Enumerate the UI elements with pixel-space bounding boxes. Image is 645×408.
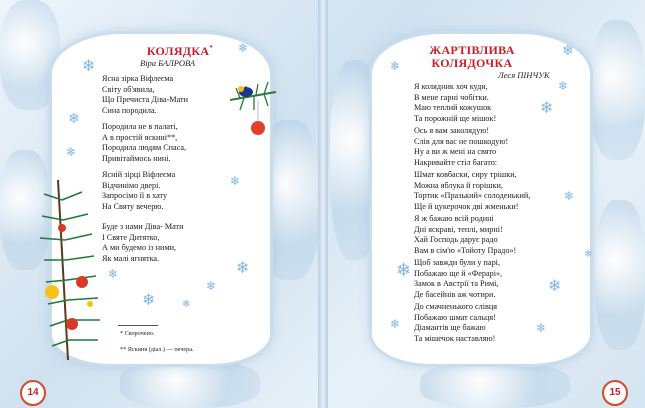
footnote-2: ** Яскиня (діал.) — печера.	[120, 346, 194, 353]
snowflake-icon: ❄	[396, 260, 412, 281]
snowflake-icon: ❄	[562, 43, 574, 59]
snowflake-icon: ❄	[206, 279, 217, 293]
snowflake-icon: ❄	[390, 317, 401, 331]
fir-branch-illustration	[38, 180, 108, 360]
footnote-1: * Скорочено.	[120, 330, 155, 337]
frost-ornament	[595, 200, 645, 350]
right-poem-title: ЖАРТІВЛИВА КОЛЯДОЧКА	[429, 43, 515, 70]
left-stanza-3: Ясній зірці Віфлеєма Відчинімо двері. Запросімо її в хату На Святу вечерю.	[102, 170, 176, 211]
right-poem-author: Леся ПІНЧУК	[498, 70, 550, 80]
right-stanza-1: Я колядник хоч куди, В мене гарні чобітки. Маю теплий кожушок Та порожній ще мішок!	[414, 82, 497, 123]
left-poem-title: КОЛЯДКА*	[146, 44, 214, 58]
snowflake-icon: ❄	[564, 189, 575, 203]
right-stanza-4: Я ж бажаю всій родині Дні яскраві, теплі, мирні! Хай Господь дарує радо Вам в сім'ю «Тойоту Прадо»!	[414, 214, 517, 255]
frost-ornament	[420, 362, 570, 408]
frost-ornament	[590, 20, 645, 160]
snowflake-icon: ❄	[238, 41, 249, 55]
right-stanza-5: Щоб завжди були у парі, Побажаю ще й «Ферарі», Замок в Австрії та Римі, Де басейнів аж чотири.	[414, 258, 503, 299]
snowflake-icon: ❄	[236, 258, 250, 277]
right-stanza-3: Шмат ковбаски, сиру трішки, Можна яблука й горішки, Тортик «Празький» солоденький, Ще й цукерочок дві жменьки!	[414, 170, 531, 211]
right-stanza-6: До смачненького слівця Побажаю шмат сальця! Діамантів ще бажаю Та мішечок наставляю!	[414, 302, 497, 343]
left-poem-author: Віра БАЛРОВА	[140, 58, 196, 68]
frost-ornament	[0, 0, 60, 110]
left-stanza-2: Породила не в палаті, А в простій яскині**, Породила людям Спаса, Привітаймось нині.	[102, 122, 187, 163]
frost-ornament	[120, 360, 260, 408]
snowflake-icon: ❄	[182, 299, 191, 310]
snowflake-icon: ❄	[68, 111, 80, 127]
left-stanza-1: Ясна зірка Віфлеєма Світу об'явила, Що Пречиста Діва-Мати Сина породила.	[102, 74, 188, 115]
snowflake-icon: ❄	[82, 56, 96, 75]
book-spine	[318, 0, 328, 408]
snowflake-icon: ❄	[540, 98, 554, 117]
snowflake-icon: ❄	[230, 174, 241, 188]
left-stanza-4: Буде з нами Діва- Мати І Святе Дитятко, А ми будемо із ними, Як малі ягнятка.	[102, 222, 184, 263]
snowflake-icon: ❄	[536, 321, 547, 335]
page-number-right: 15	[602, 380, 628, 406]
bird-on-branch-illustration	[230, 70, 278, 140]
footnote-divider	[118, 325, 158, 326]
snowflake-icon: ❄	[548, 276, 562, 295]
snowflake-icon: ❄	[142, 290, 156, 309]
snowflake-icon: ❄	[108, 267, 119, 281]
snowflake-icon: ❄	[558, 79, 569, 93]
right-stanza-2: Ось я вам заколядую! Слів для вас не пошкодую! Ну а ви ж мені на свято Накривайте стіл багато:	[414, 126, 509, 167]
snowflake-icon: ❄	[66, 145, 77, 159]
page-number-left: 14	[20, 380, 46, 406]
snowflake-icon: ❄	[584, 249, 593, 260]
snowflake-icon: ❄	[390, 59, 401, 73]
